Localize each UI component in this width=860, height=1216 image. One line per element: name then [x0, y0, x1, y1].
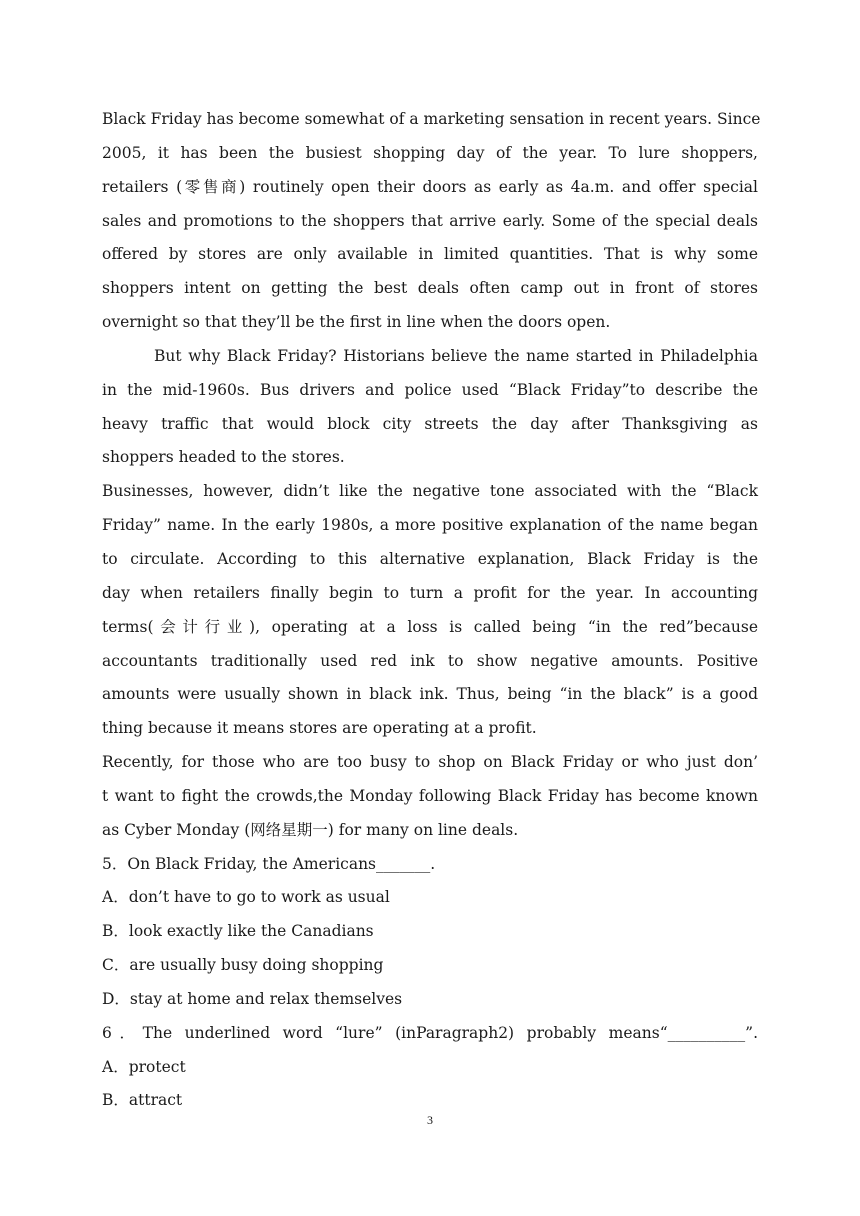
- text-line: Friday” name. In the early 1980s, a more positive explanation of the name began: [102, 516, 758, 535]
- text-line: But why Black Friday? Historians believe the name started in Philadelphia: [154, 346, 758, 365]
- text-line: offered by stores are only available in limited quantities. That is why some: [102, 245, 758, 264]
- text-line: Businesses, however, didn’t like the negative tone associated with the “Black: [102, 482, 758, 501]
- text-line: overnight so that they’ll be the first in line when the doors open.: [102, 313, 611, 332]
- text-line: shoppers headed to the stores.: [102, 448, 345, 467]
- text-line: t want to fight the crowds,the Monday following Black Friday has become known: [102, 786, 758, 805]
- text-line: Recently, for those who are too busy to shop on Black Friday or who just don’: [102, 753, 758, 772]
- question-5: [102, 848, 758, 1017]
- answer-option-c: C．are usually busy doing shopping: [102, 956, 384, 975]
- text-line: terms(会计行业), operating at a loss is called being “in the red”because: [102, 617, 758, 636]
- text-line: retailers (零售商) routinely open their doors as early as 4a.m. and offer special: [102, 177, 758, 196]
- paragraph: [102, 746, 758, 848]
- paragraph: [102, 340, 758, 475]
- text-line: day when retailers finally begin to turn a profit for the year. In accounting: [102, 583, 758, 602]
- text-line: 2005, it has been the busiest shopping day of the year. To lure shoppers,: [102, 143, 758, 162]
- answer-option-b: B．attract: [102, 1091, 183, 1110]
- text-line: amounts were usually shown in black ink. Thus, being “in the black” is a good: [102, 685, 758, 704]
- text-line: thing because it means stores are operating at a profit.: [102, 719, 537, 738]
- document-body: [102, 103, 761, 1118]
- answer-option-d: D．stay at home and relax themselves: [102, 989, 403, 1008]
- page-number: 3: [427, 1113, 433, 1127]
- paragraph: [102, 103, 761, 340]
- question-stem: 5．On Black Friday, the Americans_______.: [102, 854, 436, 873]
- question-6: [102, 1017, 758, 1119]
- text-line: as Cyber Monday (网络星期一) for many on line deals.: [102, 820, 519, 839]
- text-line: accountants traditionally used red ink to show negative amounts. Positive: [102, 651, 758, 670]
- answer-option-a: A．protect: [102, 1057, 186, 1076]
- text-line: heavy traffic that would block city streets the day after Thanksgiving as: [102, 414, 758, 433]
- answer-option-a: A．don’t have to go to work as usual: [102, 888, 390, 907]
- text-line: shoppers intent on getting the best deals often camp out in front of stores: [102, 279, 758, 298]
- paragraph: [102, 475, 758, 746]
- text-line: Black Friday has become somewhat of a marketing sensation in recent years. Since: [102, 110, 761, 128]
- text-line: to circulate. According to this alternative explanation, Black Friday is the: [102, 549, 758, 568]
- text-line: in the mid-1960s. Bus drivers and police used “Black Friday”to describe the: [102, 380, 758, 399]
- answer-option-b: B．look exactly like the Canadians: [102, 922, 374, 941]
- question-stem: 6．The underlined word “lure” (inParagraph2) probably means“__________”.: [102, 1023, 758, 1042]
- text-line: sales and promotions to the shoppers that arrive early. Some of the special deals: [102, 211, 758, 230]
